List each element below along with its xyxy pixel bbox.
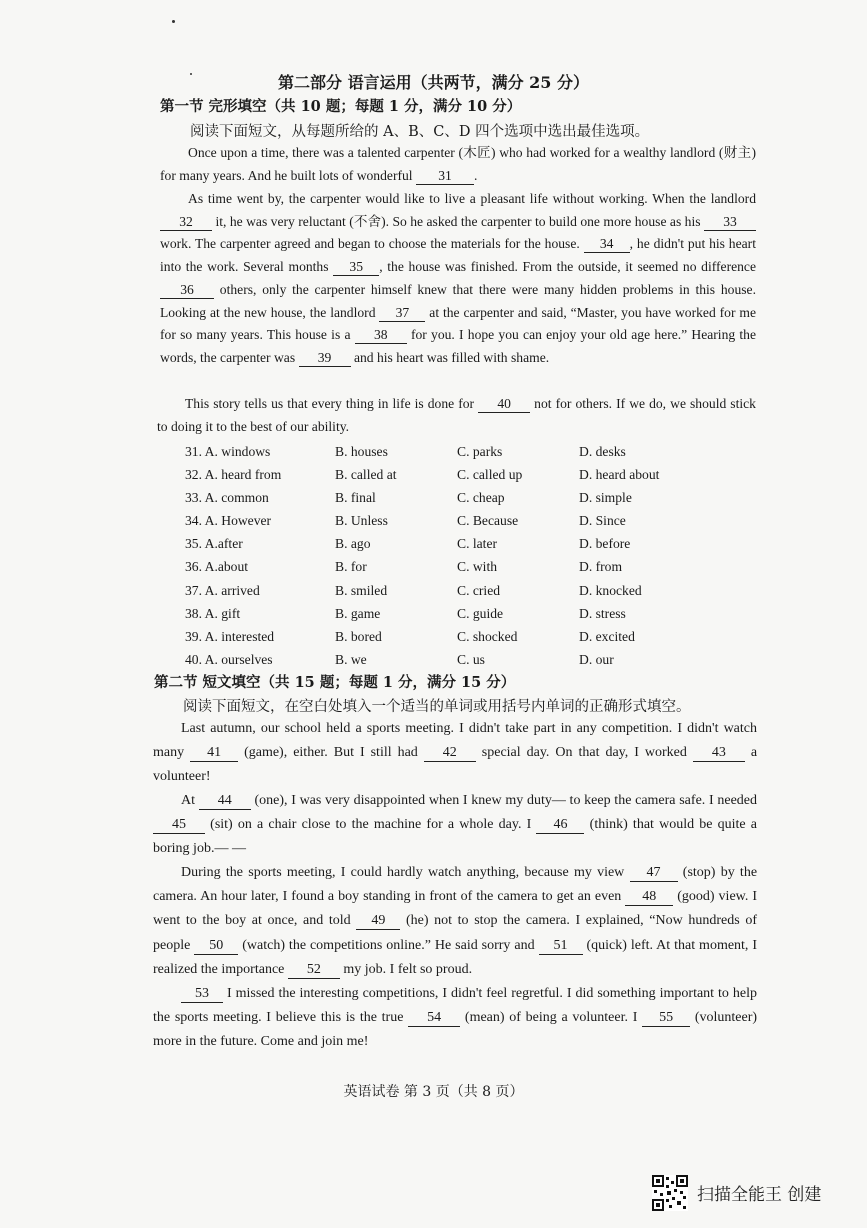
option-choice[interactable]: C. shocked [457,628,518,644]
option-choice[interactable]: 32. A. heard from [185,467,282,483]
option-choice[interactable]: C. us [457,651,485,667]
option-choice[interactable]: 34. A. However [185,513,272,529]
option-choice[interactable]: D. heard about [579,467,660,483]
option-choice[interactable]: 33. A. common [185,490,269,506]
scan-speck [172,20,175,23]
blank-51[interactable]: 51 [539,938,583,955]
fill-paragraph-1: Last autumn, our school held a sports meeting. I didn't take part in any competition. I didn't watch many 41 (game), either. But I still had 42 special day. On that day, I worked 43 a volunteer! [153,721,758,785]
blank-50[interactable]: 50 [194,938,238,955]
cloze-paragraph-2: As time went by, the carpenter would like to live a pleasant life without working. When the landlord 32 it, he was very reluctant (不舍). So he asked the carpenter to build one more house as his 33 work. The carpenter agreed and began to choose the materials for the house. 34 , he didn't put his heart into the work. Several months 35 , the house was finished. From the outside, it seemed no difference 36 others, only the carpenter himself knew that there were many hidden problems in this house. Looking at the new house, the landlord 37 at the carpenter and said, “Master, you have worked for me for so many years. This house is a 38 for you. I hope you can enjoy your old age here.” Hearing the words, the carpenter was 39 and his heart was filled with shame. [160,191,757,365]
option-choice[interactable]: D. Since [579,513,626,529]
blank-40[interactable]: 40 [478,396,530,413]
option-choice[interactable]: D. excited [579,628,635,644]
option-choice[interactable]: D. our [579,651,614,667]
option-choice[interactable]: B. we [335,651,367,667]
option-choice[interactable]: D. desks [579,444,626,459]
option-choice[interactable]: 36. A.about [185,559,249,575]
option-choice[interactable]: B. houses [335,444,388,459]
blank-33[interactable]: 33 [704,214,756,231]
option-row [185,648,745,671]
option-choice[interactable]: 40. A. ourselves [185,651,273,667]
qr-code-icon [652,1175,688,1211]
option-choice[interactable]: C. later [457,536,498,552]
answer-options [185,440,745,671]
blank-48[interactable]: 48 [625,889,673,906]
option-choice[interactable]: D. stress [579,605,626,621]
option-row [185,625,745,648]
option-choice[interactable]: B. bored [335,628,382,644]
option-row [185,463,745,486]
blank-41[interactable]: 41 [190,745,238,762]
blank-53[interactable]: 53 [181,986,223,1003]
section2-instruction: 阅读下面短文，在空白处填入一个适当的单词或用括号内单词的正确形式填空。 [183,699,691,715]
blank-46[interactable]: 46 [536,817,584,834]
option-choice[interactable]: C. with [457,559,498,575]
scanner-watermark: 扫描全能王 创建 [697,1185,822,1205]
cloze-paragraph-1: Once upon a time, there was a talented carpenter (木匠) who had worked for a wealthy landlord (财主) for many years. And he built lots of wonderful 31 . [160,145,756,183]
option-row [185,486,745,509]
page-footer: 英语试卷 第 3 页（共 8 页） [343,1084,524,1100]
blank-42[interactable]: 42 [424,745,476,762]
option-choice[interactable]: 35. A.after [185,536,243,552]
option-choice[interactable]: 31. A. windows [185,444,271,459]
section1-instruction: 阅读下面短文，从每题所给的 A、B、C、D 四个选项中选出最佳选项。 [190,124,650,140]
blank-32[interactable]: 32 [160,214,212,231]
option-row [185,532,745,555]
blank-34[interactable]: 34 [584,236,630,253]
blank-35[interactable]: 35 [333,259,379,276]
blank-49[interactable]: 49 [356,913,400,930]
option-choice[interactable]: 38. A. gift [185,605,241,621]
option-row [185,579,745,602]
option-choice[interactable]: C. parks [457,444,503,459]
option-choice[interactable]: B. for [335,559,367,575]
section1-title: 第一节 完形填空（共 10 题；每题 1 分，满分 10 分） [160,98,522,115]
option-choice[interactable]: B. game [335,605,381,621]
part-title: 第二部分 语言运用（共两节，满分 25 分） [278,73,589,92]
fill-paragraph-2: At 44 (one), I was very disappointed when I knew my duty— to keep the camera safe. I needed 45 (sit) on a chair close to the machine for a whole day. I 46 (think) that would be quite a boring job.— — [153,793,758,857]
blank-44[interactable]: 44 [199,793,251,810]
option-row [185,602,745,625]
option-choice[interactable]: C. cried [457,582,501,598]
option-choice[interactable]: B. final [335,490,376,506]
option-choice[interactable]: C. cheap [457,490,505,506]
option-choice[interactable]: 37. A. arrived [185,582,260,598]
blank-55[interactable]: 55 [642,1010,690,1027]
option-choice[interactable]: D. from [579,559,623,575]
blank-38[interactable]: 38 [355,327,407,344]
option-choice[interactable]: C. called up [457,467,523,483]
blank-43[interactable]: 43 [693,745,745,762]
blank-39[interactable]: 39 [299,350,351,367]
option-choice[interactable]: C. Because [457,513,519,529]
option-choice[interactable]: D. knocked [579,582,642,598]
blank-54[interactable]: 54 [408,1010,460,1027]
option-choice[interactable]: C. guide [457,605,504,621]
fill-paragraph-4: 53 I missed the interesting competitions, I didn't feel regretful. I did something important to help the sports meeting. I believe this is the true 54 (mean) of being a volunteer. I 55 (volunteer) more in the future. Come and join me! [153,986,758,1050]
option-choice[interactable]: B. called at [335,467,397,483]
blank-52[interactable]: 52 [288,962,340,979]
blank-31[interactable]: 31 [416,168,474,185]
option-choice[interactable]: B. Unless [335,513,388,529]
blank-47[interactable]: 47 [630,865,678,882]
option-row [185,509,745,532]
cloze-paragraph-3: This story tells us that every thing in life is done for 40 not for others. If we do, we should stick to doing it to the best of our ability. [157,396,756,434]
option-choice[interactable]: 39. A. interested [185,628,275,644]
option-row [185,555,745,578]
blank-45[interactable]: 45 [153,817,205,834]
blank-36[interactable]: 36 [160,282,214,299]
fill-paragraph-3: During the sports meeting, I could hardly watch anything, because my view 47 (stop) by the camera. An hour later, I found a boy standing in front of the camera to get an even 48 (good) view. I went to the boy at once, and told 49 (he) not to stop the camera. I explained, “Now hundreds of people 50 (watch) the competitions online.” He said sorry and 51 (quick) left. At that moment, I realized the importance 52 my job. I felt so proud. [153,865,758,977]
option-choice[interactable]: D. before [579,536,631,552]
section2-title: 第二节 短文填空（共 15 题；每题 1 分，满分 15 分） [154,674,516,691]
option-choice[interactable]: B. smiled [335,582,388,598]
option-choice[interactable]: B. ago [335,536,371,552]
option-choice[interactable]: D. simple [579,490,632,506]
blank-37[interactable]: 37 [379,305,425,322]
option-row [185,440,745,463]
